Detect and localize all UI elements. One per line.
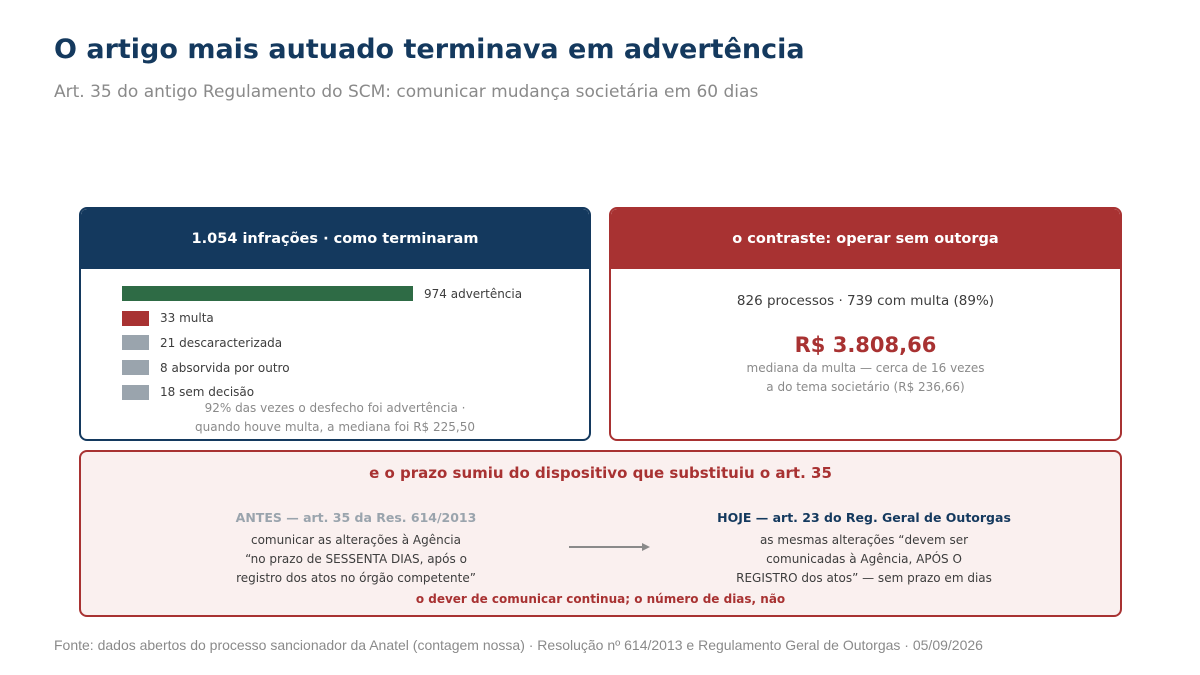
outcome-bar-row: [122, 360, 290, 375]
arrow-right-icon: [568, 540, 652, 554]
median-fine-note: [611, 359, 1120, 397]
median-fine-note-line-1: mediana da multa — cerca de 16 vezes: [746, 361, 985, 375]
outcome-bar-row: [122, 385, 254, 400]
outcome-bar: [122, 360, 149, 375]
before-text: [196, 531, 516, 588]
outcome-bar-label: 18 sem decisão: [160, 385, 255, 400]
source-note: Fonte: dados abertos do processo sancionador da Anatel (contagem nossa) · Resolução nº 614/2013 e Regulamento Geral de Outorgas · 05/09/2026: [54, 637, 983, 653]
after-text: [704, 531, 1024, 588]
deadline-card-title: e o prazo sumiu do dispositivo que substituiu o art. 35: [369, 464, 832, 482]
before-heading: ANTES — art. 35 da Res. 614/2013: [235, 510, 477, 525]
contrast-stats: 826 processos · 739 com multa (89%): [736, 293, 995, 309]
before-column: [196, 510, 516, 588]
outcome-bar-row: [122, 311, 214, 326]
outcome-bar-label: 974 advertência: [424, 286, 523, 301]
page-subtitle: Art. 35 do antigo Regulamento do SCM: comunicar mudança societária em 60 dias: [54, 82, 759, 102]
outcome-bar-label: 8 absorvida por outro: [160, 360, 290, 375]
outcome-bar: [122, 311, 149, 326]
contrast-card-title: o contraste: operar sem outorga: [611, 209, 1120, 269]
outcome-bar-label: 33 multa: [160, 311, 214, 326]
outcome-bar-row: [122, 335, 282, 350]
after-heading: HOJE — art. 23 do Reg. Geral de Outorgas: [717, 510, 1011, 525]
infractions-card: [79, 207, 591, 441]
contrast-card: [609, 207, 1122, 441]
median-fine-note-line-2: a do tema societário (R$ 236,66): [766, 380, 965, 394]
outcome-bar: [122, 286, 413, 301]
after-column: [704, 510, 1024, 588]
before-text-line-3: registro dos atos no órgão competente”: [236, 571, 476, 585]
after-text-line-1: as mesmas alterações “devem ser: [759, 533, 969, 547]
outcome-bar: [122, 385, 149, 400]
after-text-line-2: comunicadas à Agência, APÓS O: [766, 552, 962, 566]
infractions-note-line-2: quando houve multa, a mediana foi R$ 225,50: [195, 420, 475, 434]
outcome-bar-row: [122, 286, 522, 301]
median-fine-value: R$ 3.808,66: [794, 333, 937, 357]
after-text-line-3: REGISTRO dos atos” — sem prazo em dias: [736, 571, 992, 585]
outcome-bar: [122, 335, 149, 350]
before-text-line-2: “no prazo de SESSENTA DIAS, após o: [245, 552, 467, 566]
outcome-bar-label: 21 descaracterizada: [160, 335, 283, 350]
infractions-note-line-1: 92% das vezes o desfecho foi advertência ·: [204, 401, 466, 415]
page-title: O artigo mais autuado terminava em advertência: [54, 34, 805, 65]
deadline-card: [79, 450, 1122, 617]
infractions-card-title: 1.054 infrações · como terminaram: [81, 209, 589, 269]
deadline-card-footer: o dever de comunicar continua; o número de dias, não: [415, 592, 786, 606]
before-text-line-1: comunicar as alterações à Agência: [250, 533, 461, 547]
